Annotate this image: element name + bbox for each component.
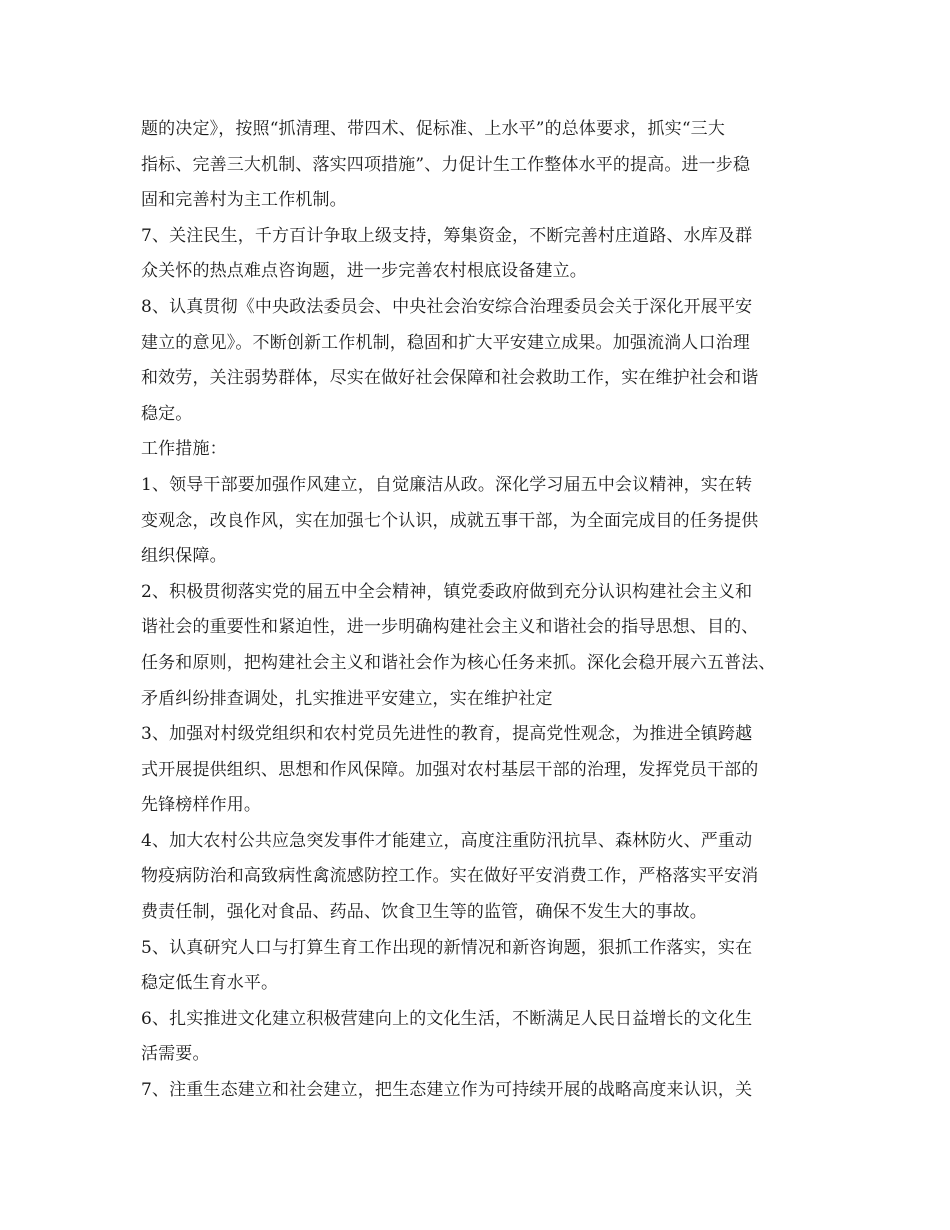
text-line: 4、加大农村公共应急突发事件才能建立，高度注重防汛抗旱、森林防火、严重动: [141, 830, 753, 851]
document-body: [141, 112, 821, 1109]
text-line: 固和完善村为主工作机制。: [141, 190, 347, 211]
text-line: 活需要。: [141, 1044, 210, 1065]
text-line: 6、扎实推进文化建立积极营建向上的文化生活，不断满足人民日益增长的文化生: [141, 1008, 753, 1029]
text-line: 谐社会的重要性和紧迫性，进一步明确构建社会主义和谐社会的指导思想、目的、: [141, 617, 759, 638]
text-line: 任务和原则，把构建社会主义和谐社会作为核心任务来抓。深化会稳开展六五普法、: [141, 652, 776, 673]
text-line: 式开展提供组织、思想和作风保障。加强对农村基层干部的治理，发挥党员干部的: [141, 759, 759, 780]
text-line: 矛盾纠纷排查调处，扎实推进平安建立，实在维护社定: [141, 688, 553, 709]
text-line: 指标、完善三大机制、落实四项措施”、力促计生工作整体水平的提高。进一步稳: [141, 154, 751, 175]
text-line: 变观念，改良作风，实在加强七个认识，成就五事干部，为全面完成目的任务提供: [141, 510, 759, 531]
text-line: 7、关注民生，千方百计争取上级支持，筹集资金，不断完善村庄道路、水库及群: [141, 225, 753, 246]
text-line: 先锋榜样作用。: [141, 795, 262, 816]
text-line: 稳定。: [141, 403, 193, 424]
text-line: 和效劳，关注弱势群体，尽实在做好社会保障和社会救助工作，实在维护社会和谐: [141, 368, 759, 389]
text-line: 稳定低生育水平。: [141, 973, 279, 994]
text-line: 组织保障。: [141, 546, 227, 567]
text-line: 建立的意见》。不断创新工作机制，稳固和扩大平安建立成果。加强流淌人口治理: [141, 332, 750, 353]
text-line: 题的决定》，按照“抓清理、带四术、促标准、上水平”的总体要求，抓实“三大: [141, 119, 725, 139]
text-line: 7、注重生态建立和社会建立，把生态建立作为可持续开展的战略高度来认识，关: [141, 1080, 753, 1101]
text-line: 5、认真研究人口与打算生育工作出现的新情况和新咨询题，狠抓工作落实，实在: [141, 937, 753, 958]
text-line: 费责任制，强化对食品、药品、饮食卫生等的监管，确保不发生大的事故。: [141, 902, 707, 923]
text-line: 8、认真贯彻《中央政法委员会、中央社会治安综合治理委员会关于深化开展平安: [141, 296, 753, 317]
text-line: 1、领导干部要加强作风建立，自觉廉洁从政。深化学习届五中会议精神，实在转: [141, 474, 753, 495]
text-line: 3、加强对村级党组织和农村党员先进性的教育，提高党性观念，为推进全镇跨越: [141, 724, 753, 745]
text-line: 物疫病防治和高致病性禽流感防控工作。实在做好平安消费工作，严格落实平安消: [141, 866, 759, 887]
section-heading: 工作措施：: [141, 439, 227, 460]
text-line: 2、积极贯彻落实党的届五中全会精神，镇党委政府做到充分认识构建社会主义和: [141, 581, 753, 602]
text-line: 众关怀的热点难点咨询题，进一步完善农村根底设备建立。: [141, 261, 587, 282]
